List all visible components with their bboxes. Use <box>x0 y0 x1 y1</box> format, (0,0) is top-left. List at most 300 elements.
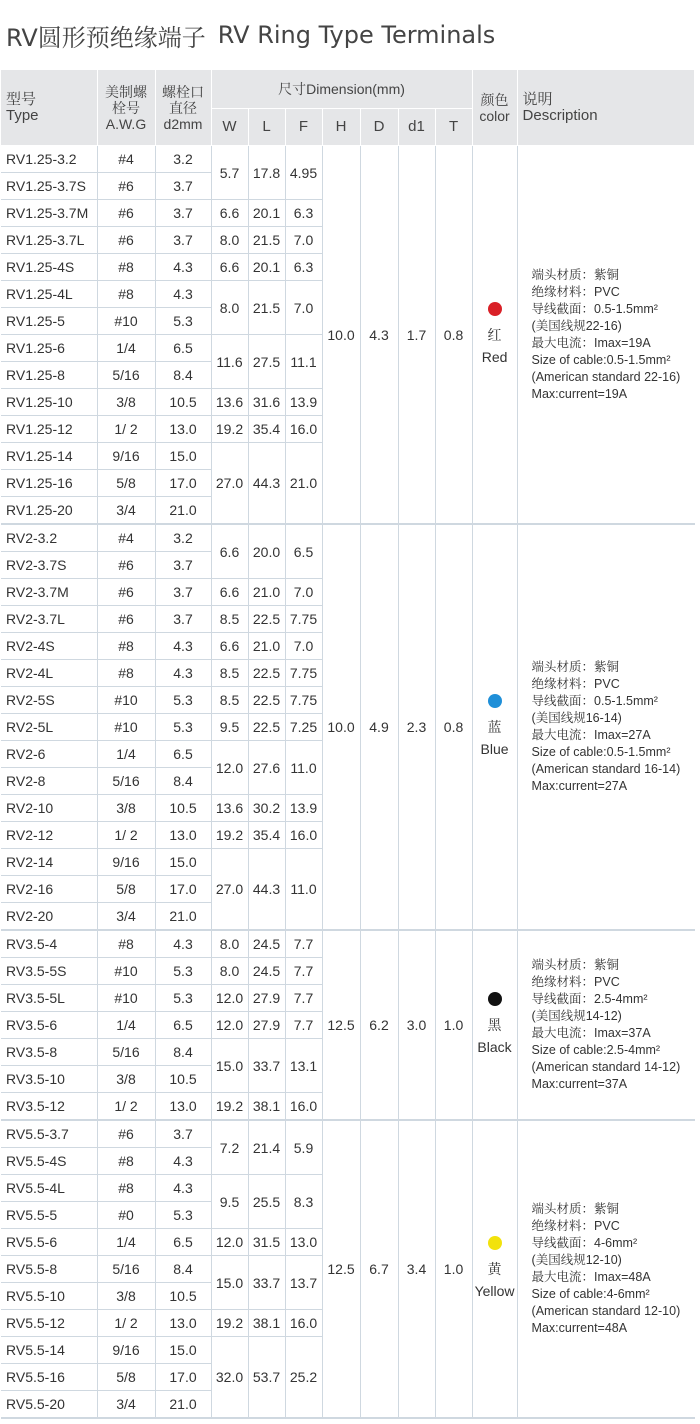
w-cell: 19.2 <box>211 1093 248 1121</box>
f-cell: 7.0 <box>285 281 322 335</box>
f-cell: 7.7 <box>285 930 322 958</box>
description-line: 导线截面：0.5-1.5mm² <box>531 694 658 708</box>
model-cell: RV1.25-3.7S <box>1 173 97 200</box>
w-cell: 9.5 <box>211 714 248 741</box>
awg-cell: 1/4 <box>97 1229 155 1256</box>
d2-cell: 4.3 <box>155 281 211 308</box>
awg-cell: #10 <box>97 958 155 985</box>
f-cell: 16.0 <box>285 822 322 849</box>
w-cell: 7.2 <box>211 1120 248 1175</box>
model-cell: RV3.5-12 <box>1 1093 97 1121</box>
awg-cell: #8 <box>97 281 155 308</box>
l-cell: 22.5 <box>248 606 285 633</box>
l-cell: 24.5 <box>248 958 285 985</box>
model-cell: RV1.25-3.2 <box>1 146 97 173</box>
awg-cell: 9/16 <box>97 443 155 470</box>
model-cell: RV2-20 <box>1 903 97 931</box>
description-line: 端头材质：紫铜 <box>531 1202 620 1216</box>
l-cell: 33.7 <box>248 1039 285 1093</box>
awg-cell: 3/4 <box>97 903 155 931</box>
model-cell: RV5.5-4S <box>1 1148 97 1175</box>
description-line: (美国线规12-10) <box>531 1253 622 1267</box>
d2-cell: 3.7 <box>155 173 211 200</box>
col-header-model: 型号 Type <box>1 70 97 146</box>
awg-cell: #8 <box>97 1148 155 1175</box>
awg-cell: #6 <box>97 606 155 633</box>
d2-cell: 17.0 <box>155 470 211 497</box>
w-cell: 32.0 <box>211 1337 248 1419</box>
d2-cell: 13.0 <box>155 822 211 849</box>
t-cell: 1.0 <box>435 1120 472 1418</box>
model-cell: RV2-6 <box>1 741 97 768</box>
h-cell: 12.5 <box>322 1120 360 1418</box>
color-name-cn: 蓝 <box>487 719 502 735</box>
d2-cell: 8.4 <box>155 362 211 389</box>
l-cell: 17.8 <box>248 146 285 200</box>
model-cell: RV3.5-5L <box>1 985 97 1012</box>
description-line: Max:current=27A <box>531 779 628 793</box>
description-cell <box>517 930 694 1120</box>
d2-cell: 3.7 <box>155 552 211 579</box>
awg-cell: #4 <box>97 524 155 552</box>
description-line: (美国线规22-16) <box>531 318 622 333</box>
d-cell: 6.2 <box>360 930 398 1120</box>
l-cell: 20.1 <box>248 200 285 227</box>
w-cell: 15.0 <box>211 1039 248 1093</box>
model-cell: RV2-5S <box>1 687 97 714</box>
d2-cell: 4.3 <box>155 254 211 281</box>
awg-cell: #10 <box>97 308 155 335</box>
awg-cell: 1/4 <box>97 335 155 362</box>
d2-cell: 10.5 <box>155 1066 211 1093</box>
awg-cell: 3/8 <box>97 795 155 822</box>
table-body <box>1 146 695 1419</box>
l-cell: 21.0 <box>248 633 285 660</box>
f-cell: 11.1 <box>285 335 322 389</box>
model-cell: RV2-4L <box>1 660 97 687</box>
color-cell <box>472 1120 517 1418</box>
model-cell: RV5.5-16 <box>1 1364 97 1391</box>
model-cell: RV5.5-5 <box>1 1202 97 1229</box>
awg-cell: 1/4 <box>97 1012 155 1039</box>
col-header-t: T <box>435 109 472 146</box>
model-cell: RV2-3.2 <box>1 524 97 552</box>
title-en: RV Ring Type Terminals <box>217 21 496 49</box>
l-cell: 21.5 <box>248 227 285 254</box>
f-cell: 7.0 <box>285 633 322 660</box>
d2-cell: 4.3 <box>155 930 211 958</box>
w-cell: 15.0 <box>211 1256 248 1310</box>
description-line: (American standard 16-14) <box>531 762 681 776</box>
w-cell: 6.6 <box>211 579 248 606</box>
awg-cell: 1/ 2 <box>97 822 155 849</box>
t-cell: 1.0 <box>435 930 472 1120</box>
l-cell: 44.3 <box>248 849 285 931</box>
model-cell: RV3.5-8 <box>1 1039 97 1066</box>
l-cell: 21.5 <box>248 281 285 335</box>
l-cell: 35.4 <box>248 822 285 849</box>
w-cell: 6.6 <box>211 524 248 579</box>
awg-cell: #10 <box>97 714 155 741</box>
w-cell: 19.2 <box>211 416 248 443</box>
d2-cell: 3.7 <box>155 579 211 606</box>
description-line: Size of cable:2.5-4mm² <box>531 1043 661 1057</box>
l-cell: 22.5 <box>248 714 285 741</box>
awg-cell: 1/ 2 <box>97 1093 155 1121</box>
d2-cell: 5.3 <box>155 958 211 985</box>
d2-cell: 15.0 <box>155 1337 211 1364</box>
d2-cell: 3.7 <box>155 1120 211 1148</box>
description-cell <box>517 146 694 525</box>
description-line: Max:current=19A <box>531 386 628 401</box>
awg-cell: #6 <box>97 227 155 254</box>
f-cell: 6.3 <box>285 254 322 281</box>
awg-cell: #6 <box>97 552 155 579</box>
d2-cell: 17.0 <box>155 876 211 903</box>
color-name-en: Black <box>477 1039 512 1055</box>
awg-cell: 3/8 <box>97 1283 155 1310</box>
d2-cell: 6.5 <box>155 741 211 768</box>
description-line: Size of cable:0.5-1.5mm² <box>531 352 671 367</box>
d2-cell: 10.5 <box>155 795 211 822</box>
l-cell: 27.6 <box>248 741 285 795</box>
l-cell: 53.7 <box>248 1337 285 1419</box>
awg-cell: #6 <box>97 579 155 606</box>
w-cell: 6.6 <box>211 633 248 660</box>
d2-cell: 8.4 <box>155 1256 211 1283</box>
w-cell: 13.6 <box>211 795 248 822</box>
model-cell: RV2-10 <box>1 795 97 822</box>
f-cell: 13.9 <box>285 795 322 822</box>
f-cell: 6.5 <box>285 524 322 579</box>
l-cell: 30.2 <box>248 795 285 822</box>
d2-cell: 8.4 <box>155 768 211 795</box>
w-cell: 12.0 <box>211 1012 248 1039</box>
d2-cell: 5.3 <box>155 985 211 1012</box>
f-cell: 7.7 <box>285 1012 322 1039</box>
model-cell: RV5.5-4L <box>1 1175 97 1202</box>
model-cell: RV1.25-5 <box>1 308 97 335</box>
model-cell: RV1.25-12 <box>1 416 97 443</box>
w-cell: 13.6 <box>211 389 248 416</box>
d2-cell: 4.3 <box>155 1175 211 1202</box>
col-header-h: H <box>322 109 360 146</box>
f-cell: 13.1 <box>285 1039 322 1093</box>
w-cell: 12.0 <box>211 741 248 795</box>
t-cell: 0.8 <box>435 146 472 525</box>
terminals-table <box>1 70 695 1419</box>
l-cell: 22.5 <box>248 687 285 714</box>
w-cell: 5.7 <box>211 146 248 200</box>
awg-cell: #8 <box>97 1175 155 1202</box>
model-cell: RV2-12 <box>1 822 97 849</box>
color-dot <box>488 992 502 1006</box>
w-cell: 19.2 <box>211 1310 248 1337</box>
color-cell <box>472 930 517 1120</box>
color-dot <box>488 302 502 316</box>
color-name-cn: 红 <box>487 326 502 343</box>
model-cell: RV2-4S <box>1 633 97 660</box>
d2-cell: 13.0 <box>155 1310 211 1337</box>
awg-cell: 5/16 <box>97 768 155 795</box>
d2-cell: 5.3 <box>155 308 211 335</box>
l-cell: 44.3 <box>248 443 285 525</box>
model-cell: RV2-14 <box>1 849 97 876</box>
f-cell: 8.3 <box>285 1175 322 1229</box>
model-cell: RV2-5L <box>1 714 97 741</box>
w-cell: 27.0 <box>211 443 248 525</box>
d2-cell: 13.0 <box>155 1093 211 1121</box>
awg-cell: 5/16 <box>97 362 155 389</box>
description-line: (American standard 14-12) <box>531 1060 681 1074</box>
color-name-cn: 黄 <box>487 1261 502 1277</box>
d2-cell: 10.5 <box>155 1283 211 1310</box>
awg-cell: #10 <box>97 985 155 1012</box>
l-cell: 31.6 <box>248 389 285 416</box>
awg-cell: 5/16 <box>97 1256 155 1283</box>
f-cell: 16.0 <box>285 1310 322 1337</box>
table-row <box>1 524 695 552</box>
description-line: 端头材质：紫铜 <box>531 958 620 972</box>
f-cell: 16.0 <box>285 1093 322 1121</box>
awg-cell: #10 <box>97 687 155 714</box>
awg-cell: #4 <box>97 146 155 173</box>
awg-cell: #8 <box>97 254 155 281</box>
model-cell: RV5.5-8 <box>1 1256 97 1283</box>
col-header-d1: d1 <box>398 109 435 146</box>
description-line: 最大电流：Imax=27A <box>531 728 651 742</box>
f-cell: 13.9 <box>285 389 322 416</box>
d2-cell: 21.0 <box>155 1391 211 1419</box>
awg-cell: #8 <box>97 930 155 958</box>
description-line: Size of cable:4-6mm² <box>531 1287 650 1301</box>
model-cell: RV2-8 <box>1 768 97 795</box>
d2-cell: 5.3 <box>155 1202 211 1229</box>
description-line: 导线截面：4-6mm² <box>531 1236 638 1250</box>
model-cell: RV5.5-14 <box>1 1337 97 1364</box>
model-cell: RV1.25-3.7L <box>1 227 97 254</box>
f-cell: 4.95 <box>285 146 322 200</box>
awg-cell: 5/16 <box>97 1039 155 1066</box>
awg-cell: 5/8 <box>97 470 155 497</box>
col-header-dimension: 尺寸Dimension(mm) <box>211 70 472 109</box>
table-row <box>1 930 695 958</box>
f-cell: 7.75 <box>285 606 322 633</box>
description-line: 导线截面：2.5-4mm² <box>531 992 648 1006</box>
l-cell: 33.7 <box>248 1256 285 1310</box>
description-line: (American standard 22-16) <box>531 369 681 384</box>
l-cell: 27.9 <box>248 1012 285 1039</box>
w-cell: 11.6 <box>211 335 248 389</box>
model-cell: RV1.25-4L <box>1 281 97 308</box>
w-cell: 27.0 <box>211 849 248 931</box>
model-cell: RV1.25-8 <box>1 362 97 389</box>
awg-cell: #8 <box>97 660 155 687</box>
l-cell: 20.0 <box>248 524 285 579</box>
l-cell: 21.0 <box>248 579 285 606</box>
w-cell: 6.6 <box>211 254 248 281</box>
w-cell: 8.0 <box>211 958 248 985</box>
f-cell: 6.3 <box>285 200 322 227</box>
awg-cell: 9/16 <box>97 849 155 876</box>
color-cell <box>472 146 517 525</box>
d-cell: 4.9 <box>360 524 398 930</box>
d-cell: 4.3 <box>360 146 398 525</box>
awg-cell: 1/4 <box>97 741 155 768</box>
col-header-d: D <box>360 109 398 146</box>
model-cell: RV3.5-10 <box>1 1066 97 1093</box>
f-cell: 7.0 <box>285 227 322 254</box>
d2-cell: 3.7 <box>155 227 211 254</box>
color-name-en: Red <box>481 348 508 365</box>
table-row <box>1 146 695 173</box>
awg-cell: #0 <box>97 1202 155 1229</box>
awg-cell: 3/4 <box>97 497 155 525</box>
color-cell <box>472 524 517 930</box>
model-cell: RV1.25-14 <box>1 443 97 470</box>
t-cell: 0.8 <box>435 524 472 930</box>
awg-cell: 3/8 <box>97 389 155 416</box>
color-dot <box>488 694 502 708</box>
col-header-l: L <box>248 109 285 146</box>
awg-cell: #6 <box>97 173 155 200</box>
model-cell: RV2-3.7S <box>1 552 97 579</box>
d2-cell: 15.0 <box>155 849 211 876</box>
d2-cell: 15.0 <box>155 443 211 470</box>
description-line: 导线截面：0.5-1.5mm² <box>531 301 658 316</box>
description-line: Size of cable:0.5-1.5mm² <box>531 745 671 759</box>
awg-cell: #8 <box>97 633 155 660</box>
awg-cell: 3/8 <box>97 1066 155 1093</box>
w-cell: 8.0 <box>211 227 248 254</box>
model-cell: RV5.5-20 <box>1 1391 97 1419</box>
model-cell: RV2-3.7L <box>1 606 97 633</box>
color-name-cn: 黑 <box>487 1017 502 1033</box>
d2-cell: 6.5 <box>155 335 211 362</box>
title-cn: RV圆形预绝缘端子 <box>6 23 206 52</box>
col-header-awg: 美制螺 栓号 A.W.G <box>97 70 155 146</box>
d2-cell: 6.5 <box>155 1012 211 1039</box>
f-cell: 7.7 <box>285 958 322 985</box>
model-cell: RV3.5-5S <box>1 958 97 985</box>
l-cell: 25.5 <box>248 1175 285 1229</box>
col-header-color: 颜色 color <box>472 70 517 146</box>
f-cell: 7.25 <box>285 714 322 741</box>
description-line: 最大电流：Imax=37A <box>531 1026 651 1040</box>
l-cell: 35.4 <box>248 416 285 443</box>
d2-cell: 21.0 <box>155 497 211 525</box>
l-cell: 22.5 <box>248 660 285 687</box>
description-line: 绝缘材料：PVC <box>531 975 620 989</box>
w-cell: 12.0 <box>211 1229 248 1256</box>
d2-cell: 6.5 <box>155 1229 211 1256</box>
table-row <box>1 1120 695 1148</box>
d2-cell: 3.2 <box>155 524 211 552</box>
model-cell: RV1.25-3.7M <box>1 200 97 227</box>
f-cell: 7.0 <box>285 579 322 606</box>
f-cell: 5.9 <box>285 1120 322 1175</box>
w-cell: 6.6 <box>211 200 248 227</box>
awg-cell: 3/4 <box>97 1391 155 1419</box>
d2-cell: 17.0 <box>155 1364 211 1391</box>
f-cell: 16.0 <box>285 416 322 443</box>
d1-cell: 3.0 <box>398 930 435 1120</box>
d2-cell: 3.7 <box>155 606 211 633</box>
l-cell: 20.1 <box>248 254 285 281</box>
model-cell: RV1.25-4S <box>1 254 97 281</box>
page-title <box>0 0 700 70</box>
description-line: 最大电流：Imax=19A <box>531 335 651 350</box>
model-cell: RV3.5-6 <box>1 1012 97 1039</box>
col-header-description: 说明 Description <box>517 70 694 146</box>
w-cell: 8.0 <box>211 930 248 958</box>
f-cell: 25.2 <box>285 1337 322 1419</box>
model-cell: RV5.5-6 <box>1 1229 97 1256</box>
color-name-en: Yellow <box>474 1283 515 1299</box>
model-cell: RV5.5-10 <box>1 1283 97 1310</box>
awg-cell: 1/ 2 <box>97 416 155 443</box>
w-cell: 8.5 <box>211 687 248 714</box>
f-cell: 13.0 <box>285 1229 322 1256</box>
w-cell: 8.5 <box>211 606 248 633</box>
l-cell: 31.5 <box>248 1229 285 1256</box>
description-line: 最大电流：Imax=48A <box>531 1270 651 1284</box>
f-cell: 7.75 <box>285 660 322 687</box>
col-header-f: F <box>285 109 322 146</box>
d2-cell: 4.3 <box>155 1148 211 1175</box>
h-cell: 10.0 <box>322 524 360 930</box>
d2-cell: 4.3 <box>155 660 211 687</box>
awg-cell: 5/8 <box>97 876 155 903</box>
d1-cell: 1.7 <box>398 146 435 525</box>
l-cell: 38.1 <box>248 1310 285 1337</box>
w-cell: 8.0 <box>211 281 248 335</box>
awg-cell: #6 <box>97 1120 155 1148</box>
color-dot <box>488 1236 502 1250</box>
h-cell: 12.5 <box>322 930 360 1120</box>
d2-cell: 4.3 <box>155 633 211 660</box>
description-line: Max:current=37A <box>531 1077 628 1091</box>
model-cell: RV1.25-10 <box>1 389 97 416</box>
f-cell: 11.0 <box>285 741 322 795</box>
color-name-en: Blue <box>480 741 509 757</box>
description-line: 绝缘材料：PVC <box>531 1219 620 1233</box>
d2-cell: 3.7 <box>155 200 211 227</box>
awg-cell: #6 <box>97 200 155 227</box>
w-cell: 12.0 <box>211 985 248 1012</box>
d2-cell: 5.3 <box>155 714 211 741</box>
description-line: Max:current=48A <box>531 1321 628 1335</box>
description-line: 绝缘材料：PVC <box>531 677 620 691</box>
h-cell: 10.0 <box>322 146 360 525</box>
description-line: 端头材质：紫铜 <box>531 267 620 282</box>
model-cell: RV5.5-3.7 <box>1 1120 97 1148</box>
model-cell: RV1.25-16 <box>1 470 97 497</box>
description-line: (American standard 12-10) <box>531 1304 681 1318</box>
col-header-w: W <box>211 109 248 146</box>
l-cell: 27.5 <box>248 335 285 389</box>
d2-cell: 8.4 <box>155 1039 211 1066</box>
f-cell: 11.0 <box>285 849 322 931</box>
description-line: 端头材质：紫铜 <box>531 660 620 674</box>
w-cell: 19.2 <box>211 822 248 849</box>
d-cell: 6.7 <box>360 1120 398 1418</box>
w-cell: 9.5 <box>211 1175 248 1229</box>
d2-cell: 3.2 <box>155 146 211 173</box>
description-cell <box>517 524 694 930</box>
awg-cell: 5/8 <box>97 1364 155 1391</box>
awg-cell: 9/16 <box>97 1337 155 1364</box>
